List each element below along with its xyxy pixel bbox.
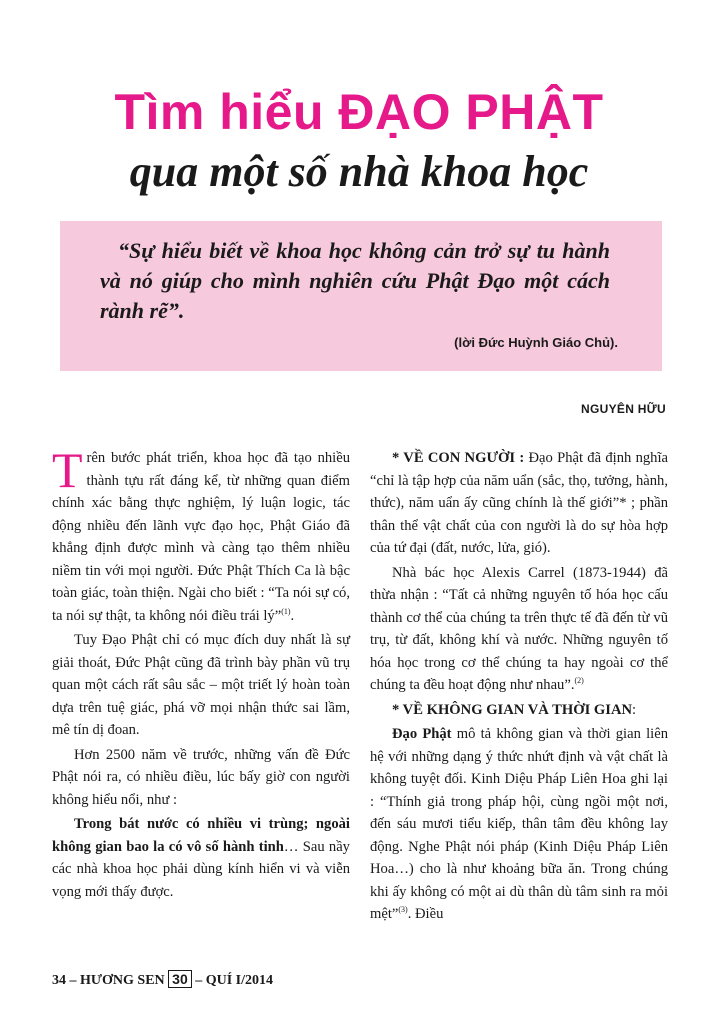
paragraph-text: mô tả không gian và thời gian liên hệ với những dạng ý thức nhứt định và vật chất là không tuyệt đối. Kinh Diệu Pháp Liên Hoa ghi lại : “Thính giả trong pháp hội, cùng ngồi một nơi, đến sáu mươi tiểu kiếp, thân tâm đều không lay động. Nghe Phật nói pháp (Kinh Diệu Pháp Liên Hoa…) cho là như khoảng bữa ăn. Trong chúng khi ấy không có một ai dù thân dù tâm sinh ra mỏi mệt” [370, 726, 668, 922]
article-title: Tìm hiểu ĐẠO PHẬT [114, 84, 604, 140]
paragraph-text: … Sau nầy các nhà khoa học phải dùng kính hiển vi và viễn vọng mới thấy được. [52, 838, 350, 900]
page-number: 34 [52, 973, 66, 988]
paragraph [52, 813, 350, 903]
bold-text: Đạo Phật [392, 726, 452, 742]
right-column [370, 447, 668, 928]
paragraph [370, 723, 668, 926]
page-footer [52, 970, 273, 989]
footnote-ref: (3) [398, 905, 408, 915]
footnote-ref: (1) [281, 606, 291, 616]
paragraph: Tuy Đạo Phật chỉ có mục đích duy nhất là sự giải thoát, Đức Phật cũng đã trình bày phần vũ trụ quan một cách rất sâu sắc – một triết lý hoàn toàn dựa trên tuệ giác, phá vỡ mọi nhận thức sai lầm, mê tín dị đoan. [52, 632, 350, 738]
section-heading-line [370, 699, 668, 722]
epigraph-source: (lời Đức Huỳnh Giáo Chủ). [454, 335, 618, 350]
article-subtitle: qua một số nhà khoa học [129, 147, 589, 196]
paragraph-end: . Điều [407, 906, 444, 922]
paragraph [370, 447, 668, 560]
magazine-name: – HƯƠNG SEN [69, 973, 165, 988]
drop-cap: T [52, 442, 83, 498]
author-name: NGUYÊN HỮU [581, 402, 666, 416]
footnote-ref: (2) [574, 676, 584, 686]
section-heading: * VỀ KHÔNG GIAN VÀ THỜI GIAN [392, 701, 633, 718]
heading-colon: : [632, 701, 637, 718]
paragraph-end: . [290, 607, 295, 624]
section-heading: * VỀ CON NGƯỜI : [392, 450, 525, 466]
paragraph: Hơn 2500 năm về trước, những vấn đề Đức Phật nói ra, có nhiều điều, lúc bấy giờ con người không hiểu nổi, như : [52, 746, 350, 808]
epigraph-quote [100, 236, 610, 326]
paragraph [370, 562, 668, 697]
issue-date: – QUÍ I/2014 [195, 973, 274, 988]
left-column [52, 442, 350, 905]
bold-text: Trong bát nước có nhiều vi trùng; ngoài không gian bao la có vô số hành tinh [52, 816, 350, 855]
paragraph-text: rên bước phát triển, khoa học đã tạo nhiều thành tựu rất đáng kể, từ những quan điểm chính xác bằng thực nghiệm, lý luận logic, tác động nhiều đến lãnh vực đạo học, Phật Giáo đã khẳng định được mình và càng tạo thêm nhiều niềm tin với mọi người. Đức Phật Thích Ca là bậc toàn giác, toàn thiện. Ngài cho biết : “Ta nói sự có, ta nói sự thật, ta không nói điều trái lý” [52, 450, 350, 624]
paragraph [52, 442, 350, 627]
issue-number: 30 [168, 970, 192, 988]
paragraph-text: Đạo Phật đã định nghĩa “chỉ là tập hợp của năm uẩn (sắc, thọ, tưởng, hành, thức), năm uẩn ấy cũng chính là thế giới”* ; phần thân thể vật chất của con người là do sự hòa hợp của tứ đại (đất, nước, lửa, gió). [370, 450, 668, 556]
epigraph-text: “Sự hiểu biết về khoa học không cản trở sự tu hành và nó giúp cho mình nghiên cứu Phật Đạo một cách rành rẽ”. [100, 238, 610, 323]
paragraph-text: Nhà bác học Alexis Carrel (1873-1944) đã thừa nhận : “Tất cả những nguyên tố hóa học cấu thành cơ thể của chúng ta trên thực tế đã đến từ vũ trụ, từ đất, không khí và nước. Những nguyên tố hóa học trong cơ thể chúng ta hay ngoài cơ thể chúng ta đều hoạt động như nhau”. [370, 564, 668, 693]
